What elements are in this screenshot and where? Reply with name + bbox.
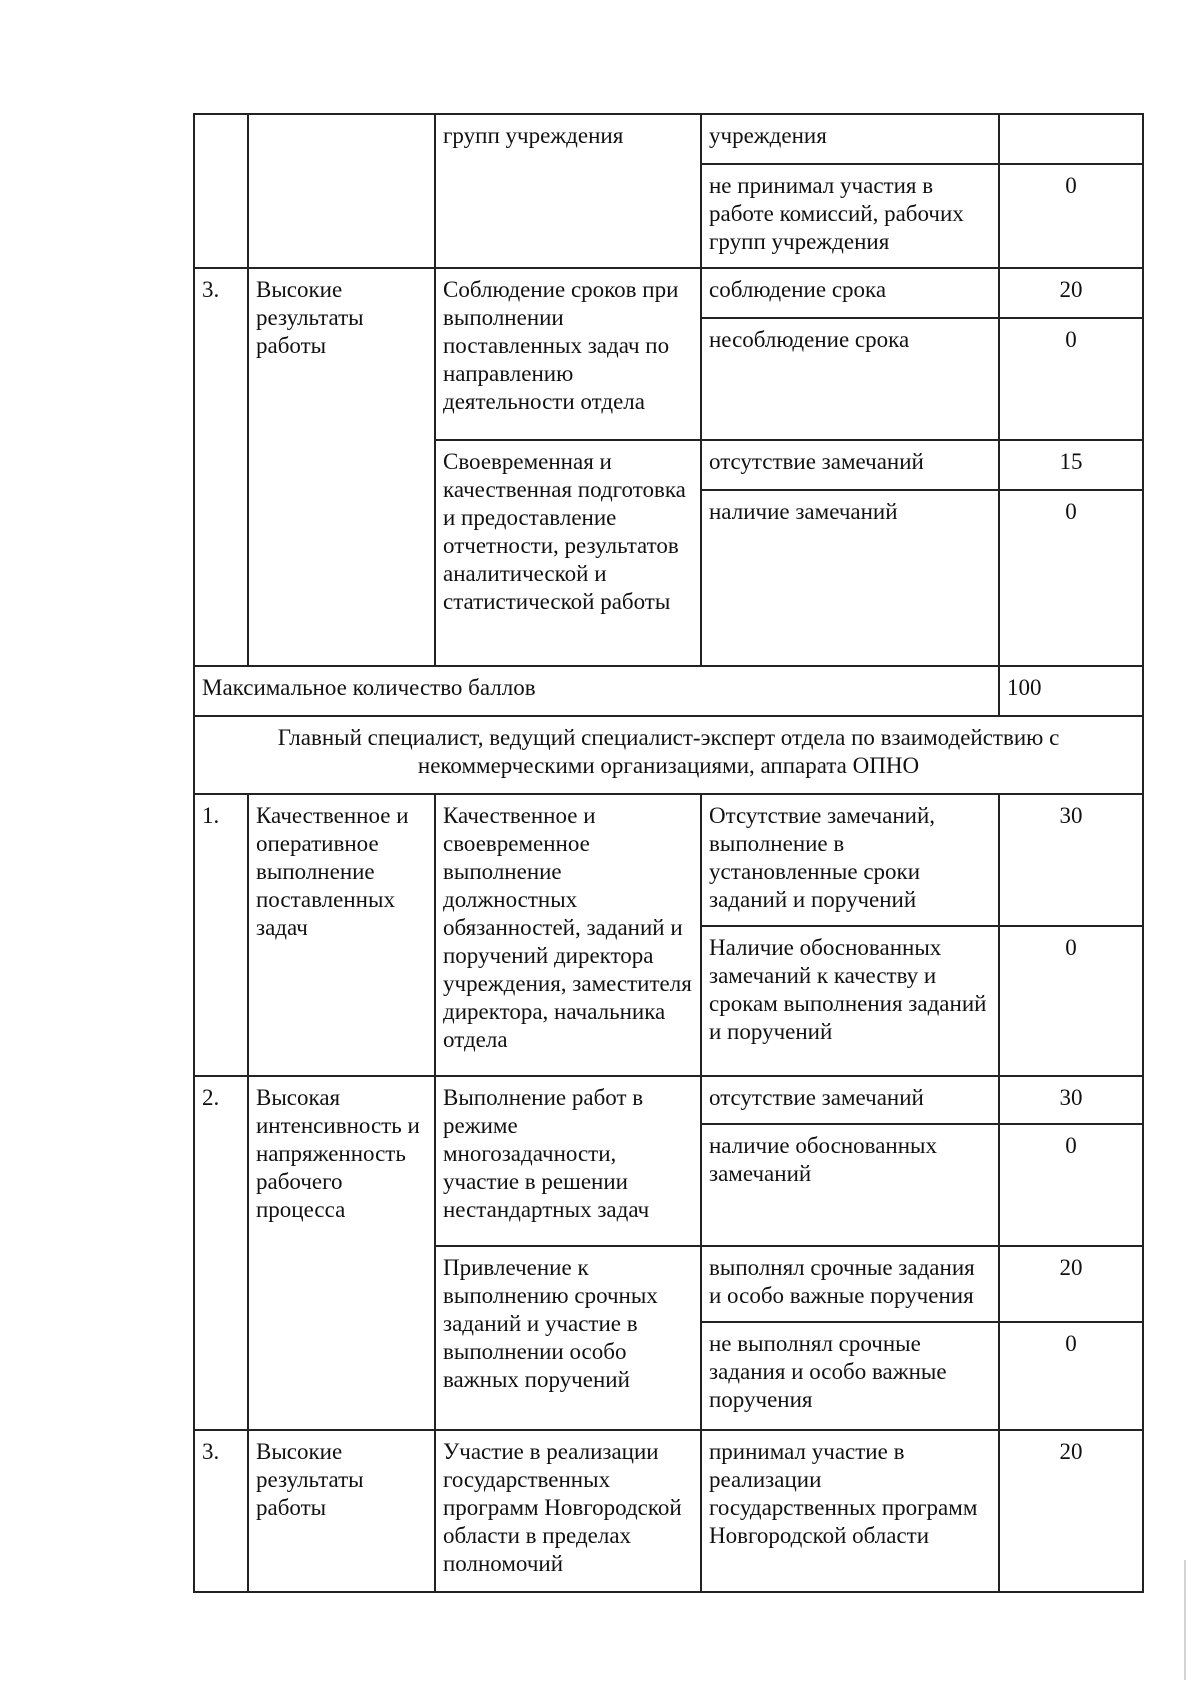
max-points-label: Максимальное количество баллов — [202, 675, 536, 700]
criterion-text: Своевременная и качественная подготовка и предоставление отчетности, результатов аналитической и статистической работы — [443, 449, 686, 614]
table-row — [194, 114, 1143, 164]
criterion-cell — [435, 268, 701, 440]
points-value: 0 — [1065, 1133, 1077, 1158]
indicator-cell — [701, 318, 999, 440]
points-cell — [999, 114, 1143, 164]
indicator-cell — [701, 268, 999, 318]
points-value: 20 — [1059, 277, 1083, 302]
indicator-text: учреждения — [709, 123, 827, 148]
row-number: 1. — [202, 803, 220, 828]
goal-text: Высокие результаты работы — [256, 277, 364, 358]
criterion-text: Соблюдение сроков при выполнении поставленных задач по направлению деятельности отдела — [443, 277, 679, 414]
table-row — [194, 794, 1143, 926]
indicator-text: соблюдение срока — [709, 277, 887, 302]
number-cell — [194, 1076, 248, 1430]
points-value: 0 — [1065, 935, 1077, 960]
indicator-text: отсутствие замечаний — [709, 449, 924, 474]
indicator-cell — [701, 1124, 999, 1246]
table-row — [194, 666, 1143, 716]
section-title-cell — [194, 716, 1143, 794]
criterion-text: Участие в реализации государственных программ Новгородской области в пределах полномочий — [443, 1439, 682, 1576]
indicator-cell — [701, 1246, 999, 1322]
number-cell — [194, 114, 248, 268]
indicator-cell — [701, 926, 999, 1076]
points-cell — [999, 794, 1143, 926]
section-title: Главный специалист, ведущий специалист-эксперт отдела по взаимодействию с некоммерческими организациями, аппарата ОПНО — [277, 725, 1060, 778]
criterion-cell — [435, 1076, 701, 1246]
indicator-cell — [701, 164, 999, 268]
evaluation-criteria-table — [193, 113, 1144, 1593]
indicator-text: отсутствие замечаний — [709, 1085, 924, 1110]
indicator-text: наличие замечаний — [709, 499, 898, 524]
number-cell — [194, 268, 248, 666]
points-value: 0 — [1065, 1331, 1077, 1356]
criterion-cell — [435, 794, 701, 1076]
indicator-cell — [701, 490, 999, 666]
points-value: 20 — [1059, 1439, 1083, 1464]
indicator-text: Наличие обоснованных замечаний к качеству и срокам выполнения заданий и поручений — [709, 935, 987, 1044]
points-cell — [999, 440, 1143, 490]
table-row — [194, 268, 1143, 318]
goal-text: Высокие результаты работы — [256, 1439, 364, 1520]
points-cell — [999, 1124, 1143, 1246]
points-cell — [999, 1246, 1143, 1322]
indicator-cell — [701, 794, 999, 926]
points-value: 20 — [1059, 1255, 1083, 1280]
max-points-label-cell — [194, 666, 999, 716]
indicator-cell — [701, 1430, 999, 1592]
indicator-text: не принимал участия в работе комиссий, рабочих групп учреждения — [709, 173, 964, 254]
goal-text: Качественное и оперативное выполнение поставленных задач — [256, 803, 409, 940]
goal-cell — [248, 1076, 435, 1430]
points-cell — [999, 1430, 1143, 1592]
points-cell — [999, 1322, 1143, 1430]
indicator-text: несоблюдение срока — [709, 327, 910, 352]
scan-edge-mark — [1184, 1560, 1186, 1680]
indicator-text: наличие обоснованных замечаний — [709, 1133, 937, 1186]
indicator-text: не выполнял срочные задания и особо важные поручения — [709, 1331, 947, 1412]
points-value: 30 — [1059, 803, 1083, 828]
criterion-text: групп учреждения — [443, 123, 624, 148]
criterion-text: Привлечение к выполнению срочных заданий и участие в выполнении особо важных поручений — [443, 1255, 658, 1392]
goal-cell — [248, 794, 435, 1076]
criterion-cell — [435, 1246, 701, 1430]
indicator-cell — [701, 114, 999, 164]
max-points-value: 100 — [1007, 675, 1042, 700]
goal-cell — [248, 1430, 435, 1592]
points-value: 0 — [1065, 327, 1077, 352]
table-row — [194, 716, 1143, 794]
points-value: 30 — [1059, 1085, 1083, 1110]
table-row — [194, 1076, 1143, 1124]
indicator-cell — [701, 1322, 999, 1430]
points-cell — [999, 490, 1143, 666]
number-cell — [194, 1430, 248, 1592]
indicator-text: выполнял срочные задания и особо важные поручения — [709, 1255, 975, 1308]
criterion-cell — [435, 440, 701, 666]
points-cell — [999, 318, 1143, 440]
indicator-text: принимал участие в реализации государственных программ Новгородской области — [709, 1439, 978, 1548]
points-cell — [999, 268, 1143, 318]
criterion-text: Выполнение работ в режиме многозадачности, участие в решении нестандартных задач — [443, 1085, 650, 1222]
max-points-value-cell — [999, 666, 1143, 716]
row-number: 3. — [202, 277, 220, 302]
points-cell — [999, 1076, 1143, 1124]
indicator-text: Отсутствие замечаний, выполнение в установленные сроки заданий и поручений — [709, 803, 936, 912]
table-row — [194, 1430, 1143, 1592]
criterion-cell — [435, 1430, 701, 1592]
indicator-cell — [701, 1076, 999, 1124]
indicator-cell — [701, 440, 999, 490]
points-cell — [999, 926, 1143, 1076]
row-number: 2. — [202, 1085, 220, 1110]
criterion-text: Качественное и своевременное выполнение должностных обязанностей, заданий и поручений директора учреждения, заместителя директора, начальника отдела — [443, 803, 692, 1052]
points-value: 15 — [1059, 449, 1083, 474]
row-number: 3. — [202, 1439, 220, 1464]
criterion-cell — [435, 114, 701, 268]
goal-cell — [248, 268, 435, 666]
goal-cell — [248, 114, 435, 268]
points-cell — [999, 164, 1143, 268]
points-value: 0 — [1065, 173, 1077, 198]
points-value: 0 — [1065, 499, 1077, 524]
number-cell — [194, 794, 248, 1076]
goal-text: Высокая интенсивность и напряженность рабочего процесса — [256, 1085, 420, 1222]
